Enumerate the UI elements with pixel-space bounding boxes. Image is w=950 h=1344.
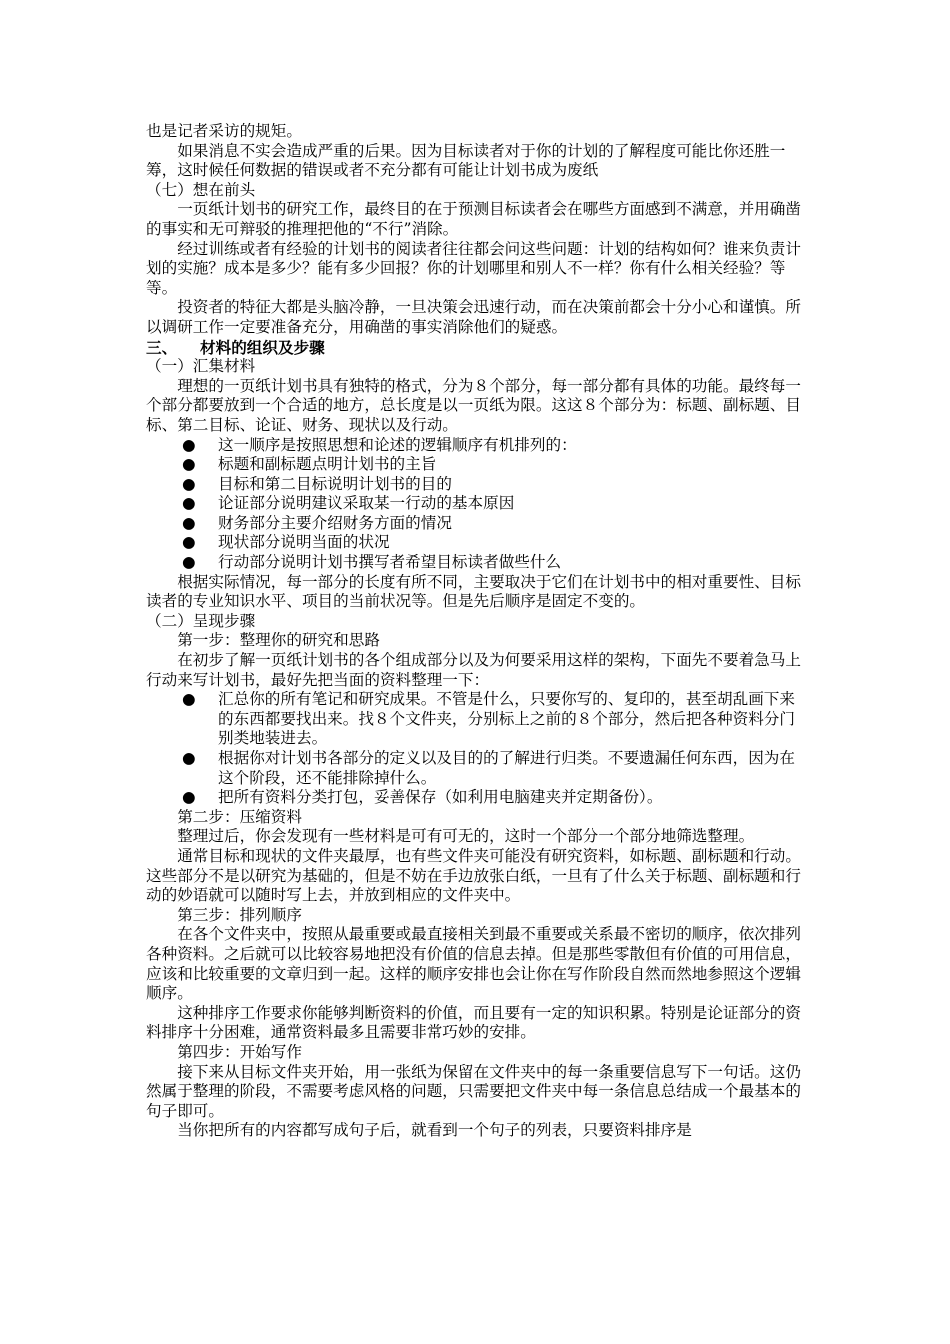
bullet-icon: ● <box>182 788 196 807</box>
bullet-icon: ● <box>182 455 196 474</box>
list-item: ● 现状部分说明当面的状况 <box>146 533 810 553</box>
section-title: 材料的组织及步骤 <box>200 337 325 357</box>
step-2-title: 第二步：压缩资料 <box>177 807 302 826</box>
list-item: ● 论证部分说明建议采取某一行动的基本原因 <box>146 494 810 514</box>
subsection-heading-1: （一）汇集材料 <box>146 357 256 376</box>
list-item: ● 标题和副标题点明计划书的主旨 <box>146 455 810 475</box>
section-number: 三、 <box>146 337 178 357</box>
parts-bullet-list <box>146 436 810 573</box>
step-4-title: 第四步：开始写作 <box>177 1042 302 1061</box>
list-item: ● 把所有资料分类打包，妥善保存（如利用电脑建夹并定期备份）。 <box>146 788 810 808</box>
step-3-paragraph-0: 在各个文件夹中，按照从最重要或最直接相关到最不重要或关系最不密切的顺序，依次排列各种资料。之后就可以比较容易地把没有价值的信息去掉。但是那些零散但有价值的可用信息，应该和比较重要的文章归到一起。这样的顺序安排也会让你在写作阶段自然而然地参照这个逻辑顺序。 <box>146 925 801 1003</box>
list-item: ● 这一顺序是按照思想和论述的逻辑顺序有机排列的： <box>146 436 810 456</box>
intro-block-2: （七）想在前头 <box>146 180 256 199</box>
list-item: ● 财务部分主要介绍财务方面的情况 <box>146 514 810 534</box>
bullet-icon: ● <box>182 533 196 552</box>
intro-block-1: 如果消息不实会造成严重的后果。因为目标读者对于你的计划的了解程度可能比你还胜一筹，这时候任何数据的错误或者不充分都有可能让计划书成为废纸 <box>146 141 786 180</box>
list-item: ● 汇总你的所有笔记和研究成果。不管是什么，只要你写的、复印的，甚至胡乱画下来的东西都要找出来。找８个文件夹，分别标上之前的８个部分，然后把各种资料分门别类地装进去。 <box>146 690 810 749</box>
bullet-icon: ● <box>182 435 196 454</box>
step-2-paragraph-1: 通常目标和现状的文件夹最厚，也有些文件夹可能没有研究资料，如标题、副标题和行动。这些部分不是以研究为基础的，但是不妨在手边放张白纸，一旦有了什么关于标题、副标题和行动的妙语就可以随时写上去，并放到相应的文件夹中。 <box>146 846 801 905</box>
intro-block-4: 经过训练或者有经验的计划书的阅读者往往都会问这些问题：计划的结构如何？谁来负责计划的实施？成本是多少？能有多少回报？你的计划哪里和别人不一样？你有什么相关经验？等等。 <box>146 239 801 297</box>
step-4-paragraph-0: 接下来从目标文件夹开始，用一张纸为保留在文件夹中的每一条重要信息写下一句话。这仍然属于整理的阶段，不需要考虑风格的问题，只需要把文件夹中每一条信息总结成一个最基本的句子即可。 <box>146 1062 801 1120</box>
bullet-icon: ● <box>182 494 196 513</box>
bullet-icon: ● <box>182 690 196 709</box>
step-1-bullet-list <box>146 690 810 808</box>
bullet-icon: ● <box>182 513 196 532</box>
list-item: ● 目标和第二目标说明计划书的目的 <box>146 475 810 495</box>
intro-block-5: 投资者的特征大都是头脑冷静，一旦决策会迅速行动，而在决策前都会十分小心和谨慎。所以调研工作一定要准备充分，用确凿的事实消除他们的疑惑。 <box>146 298 801 336</box>
step-1-paragraph: 在初步了解一页纸计划书的各个组成部分以及为何要采用这样的架构，下面先不要着急马上行动来写计划书，最好先把当面的资料整理一下： <box>146 651 801 689</box>
step-3-title: 第三步：排列顺序 <box>177 905 302 924</box>
bullet-icon: ● <box>182 749 196 767</box>
list-item: ● 行动部分说明计划书撰写者希望目标读者做些什么 <box>146 553 810 573</box>
subsection-1-after: 根据实际情况，每一部分的长度有所不同，主要取决于它们在计划书中的相对重要性、目标读者的专业知识水平、项目的当前状况等。但是先后顺序是固定不变的。 <box>146 572 801 611</box>
step-1-title: 第一步：整理你的研究和思路 <box>177 631 380 650</box>
intro-block-3: 一页纸计划书的研究工作，最终目的在于预测目标读者会在哪些方面感到不满意，并用确凿的事实和无可辩驳的推理把他的“不行”消除。 <box>146 200 801 238</box>
step-3-paragraph-1: 这种排序工作要求你能够判断资料的价值，而且要有一定的知识积累。特别是论证部分的资料排序十分困难，通常资料最多且需要非常巧妙的安排。 <box>146 1003 801 1042</box>
step-2-paragraph-0: 整理过后，你会发现有一些材料是可有可无的，这时一个部分一个部分地筛选整理。 <box>177 827 755 846</box>
section-heading <box>146 338 810 358</box>
step-4-paragraph-1: 当你把所有的内容都写成句子后，就看到一个句子的列表，只要资料排序是 <box>177 1121 692 1140</box>
intro-block-0: 也是记者采访的规矩。 <box>146 122 302 140</box>
subsection-1-paragraph: 理想的一页纸计划书具有独特的格式，分为８个部分，每一部分都有具体的功能。最终每一个部分都要放到一个合适的地方，总长度是以一页纸为限。这这８个部分为：标题、副标题、目标、第二目标、论证、财务、现状以及行动。 <box>146 376 801 434</box>
subsection-heading-2: （二）呈现步骤 <box>146 611 256 630</box>
list-item: ● 根据你对计划书各部分的定义以及目的的了解进行归类。不要遗漏任何东西，因为在这个阶段，还不能排除掉什么。 <box>146 749 810 788</box>
bullet-icon: ● <box>182 474 196 493</box>
bullet-icon: ● <box>182 553 196 572</box>
